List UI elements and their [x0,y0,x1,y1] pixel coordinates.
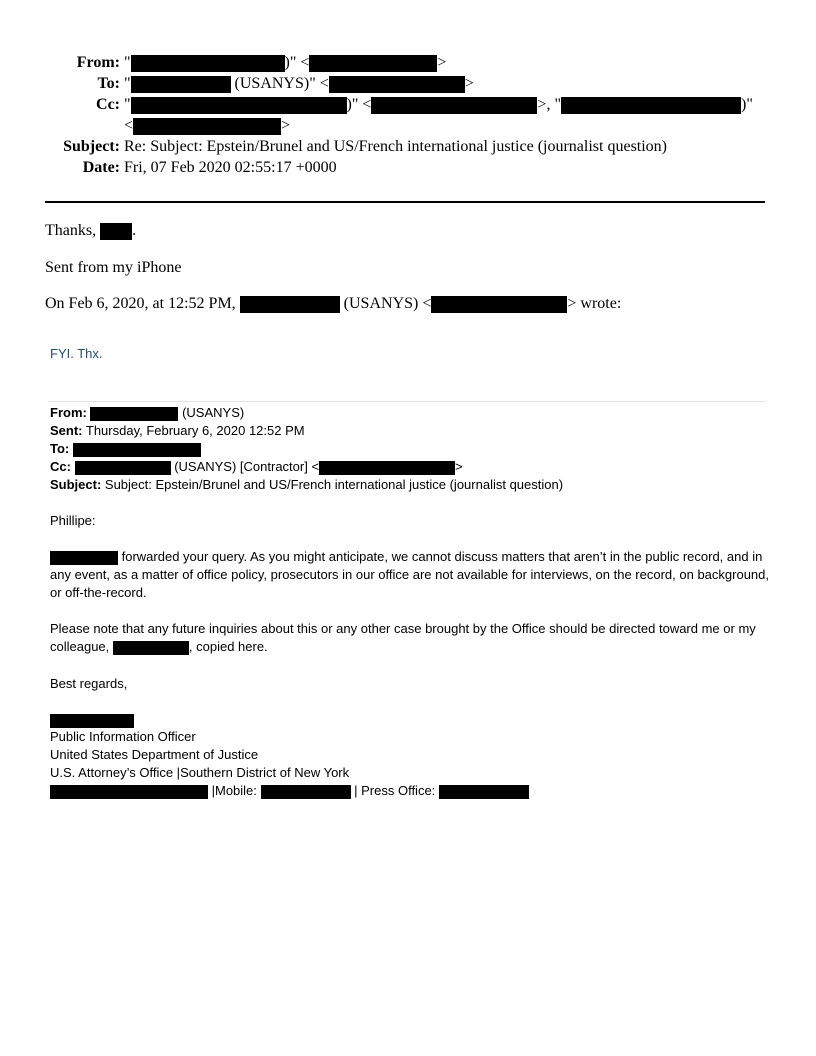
orig-from-row: From: (USANYS) [50,405,245,420]
header-cc-row: Cc: " )" < >, " )" [96,96,753,113]
redaction-box [113,641,189,655]
forward-note: FYI. Thx. [50,346,103,361]
header-date-row [40,157,770,178]
signature-contact: |Mobile: | Press Office: [50,782,529,800]
redaction-box [309,55,437,72]
signature-title: Public Information Officer [50,729,196,744]
redaction-box [240,296,340,313]
redaction-box [261,785,351,799]
subject-value: Re: Subject: Epstein/Brunel and US/French international justice (journalist question) [124,138,668,155]
reply-thanks: Thanks, . [45,222,137,239]
cc-label: Cc: [96,96,120,113]
header-divider [45,201,765,203]
redaction-box [131,97,347,114]
email-header [40,52,770,178]
quote-intro: On Feb 6, 2020, at 12:52 PM, (USANYS) < > wrote: [45,295,622,312]
signature-name [50,711,134,729]
date-label: Date: [82,159,120,176]
body-paragraph-1: forwarded your query. As you might anticipate, we cannot discuss matters that aren’t in the public record, and in any event, as a matter of office policy, prosecutors in our office are not available for interviews, on the record, on background, or off-the-record. [50,549,770,600]
redaction-box [439,785,529,799]
orig-sent-row: Sent: Thursday, February 6, 2020 12:52 PM [50,423,305,438]
redaction-box [431,296,567,313]
reply-signature: Sent from my iPhone [45,259,182,276]
redaction-box [50,551,118,565]
redaction-box [131,55,285,72]
closing: Best regards, [50,676,128,691]
redaction-box [75,461,171,475]
body-paragraph-2: Please note that any future inquiries about this or any other case brought by the Office should be directed toward me or my colleague, , copied here. [50,621,756,654]
forward-divider [48,401,766,402]
redaction-box [131,76,231,93]
redaction-box [50,785,208,799]
header-subject-row [40,136,770,157]
header-from-row: From: " )" < > [76,54,447,71]
redaction-box [319,461,455,475]
redaction-box [329,76,465,93]
redaction-box [561,97,741,114]
signature-org: United States Department of Justice [50,747,259,762]
redaction-box [100,223,132,240]
greeting: Phillipe: [50,513,96,528]
to-label: To: [97,75,120,92]
signature-office: U.S. Attorney’s Office |Southern District of New York [50,765,350,780]
date-value: Fri, 07 Feb 2020 02:55:17 +0000 [124,159,337,176]
header-to-row: To: " (USANYS)" < > [97,75,474,92]
orig-subject-row: Subject: Subject: Epstein/Brunel and US/French international justice (journalist question) [50,477,564,492]
from-label: From: [76,54,120,71]
orig-to-row: To: [50,440,201,458]
redaction-box [371,97,537,114]
redaction-box [90,407,178,421]
redaction-box [73,443,201,457]
header-cc-row-cont: < > [124,117,291,134]
redaction-box [50,714,134,728]
subject-label: Subject: [63,138,120,155]
redaction-box [133,118,281,135]
orig-cc-row: Cc: (USANYS) [Contractor] < > [50,459,463,474]
